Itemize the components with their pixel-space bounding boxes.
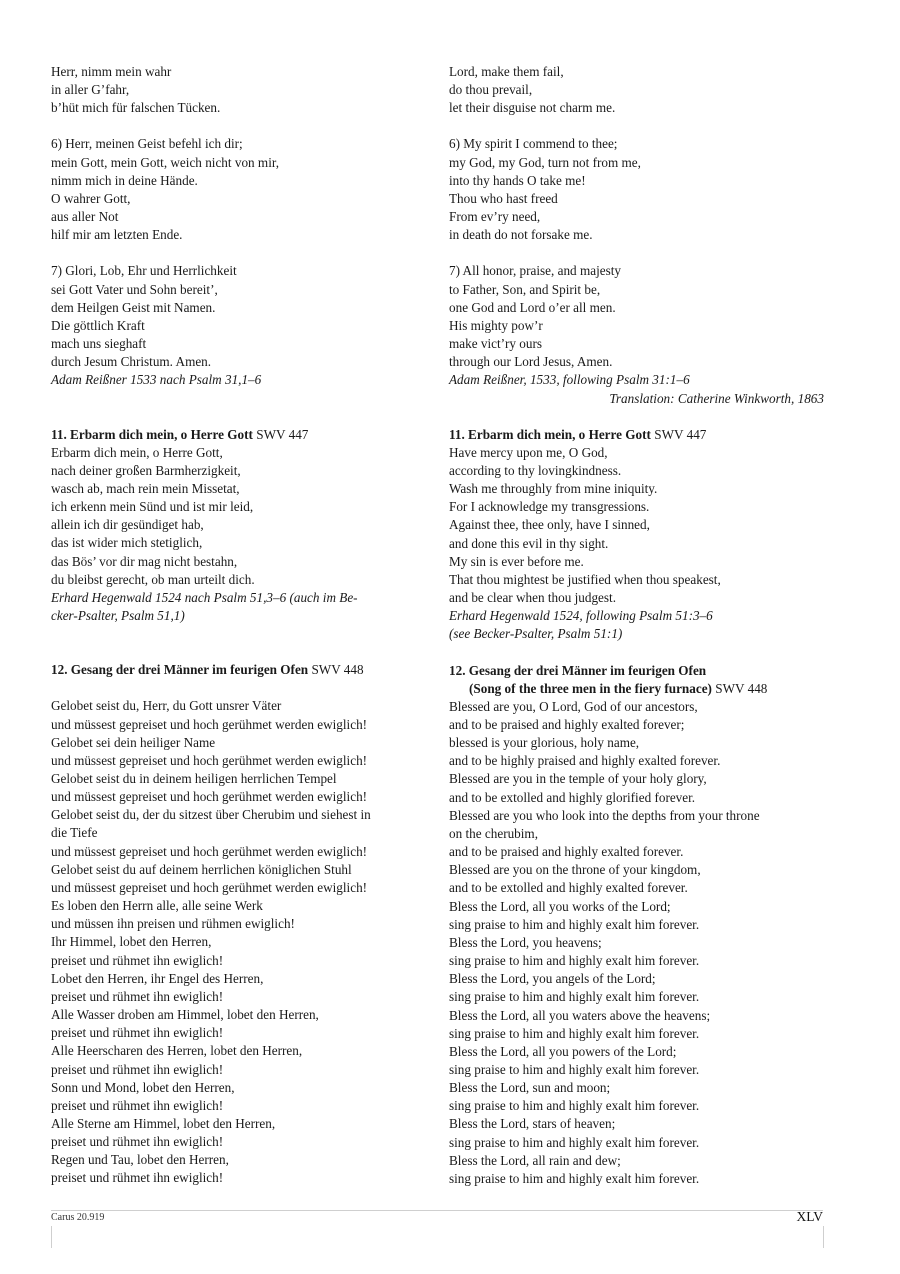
- text-line: Bless the Lord, you heavens;: [449, 934, 602, 950]
- text-line: Erhard Hegenwald 1524 nach Psalm 51,3–6 (auch im Be-: [51, 589, 358, 605]
- text-line: Blessed are you on the throne of your kingdom,: [449, 862, 701, 878]
- text-line: sing praise to him and highly exalt him forever.: [449, 1134, 700, 1150]
- text-line: b’hüt mich für falschen Tücken.: [51, 100, 221, 116]
- text-line: preiset und rühmet ihn ewiglich!: [51, 988, 224, 1004]
- text-line: Erbarm dich mein, o Herre Gott,: [51, 444, 223, 460]
- source-10-en: Adam Reißner, 1533, following Psalm 31:1–6: [449, 372, 690, 388]
- text-line: Bless the Lord, you angels of the Lord;: [449, 971, 656, 987]
- text-line: Against thee, thee only, have I sinned,: [449, 517, 650, 533]
- text-line: make vict’ry ours: [449, 336, 543, 352]
- german-column: [51, 63, 423, 1188]
- text-line: Sonn und Mond, lobet den Herren,: [51, 1079, 235, 1095]
- text-line: O wahrer Gott,: [51, 190, 131, 206]
- text-line: das ist wider mich stetiglich,: [51, 535, 203, 551]
- text-line: Alle Wasser droben am Himmel, lobet den Herren,: [51, 1007, 319, 1023]
- text-line: Bless the Lord, stars of heaven;: [449, 1116, 616, 1132]
- text-line: wasch ab, mach rein mein Missetat,: [51, 480, 240, 496]
- text-line: Erhard Hegenwald 1524, following Psalm 51:3–6: [449, 608, 713, 624]
- text-line: Bless the Lord, all you waters above the heavens;: [449, 1007, 711, 1023]
- text-line: let their disguise not charm me.: [449, 100, 616, 116]
- text-line: one God and Lord o’er all men.: [449, 299, 616, 315]
- text-line: preiset und rühmet ihn ewiglich!: [51, 1134, 224, 1150]
- text-line: Alle Heerscharen des Herren, lobet den Herren,: [51, 1043, 303, 1059]
- text-line: 6) My spirit I commend to thee;: [449, 136, 618, 152]
- text-line: sing praise to him and highly exalt him forever.: [449, 953, 700, 969]
- text-line: and to be praised and highly exalted forever;: [449, 717, 685, 732]
- text-line: From ev’ry need,: [449, 209, 541, 225]
- source-10-de: Adam Reißner 1533 nach Psalm 31,1–6: [51, 372, 262, 388]
- text-line: through our Lord Jesus, Amen.: [449, 354, 613, 370]
- text-line: die Tiefe: [51, 825, 98, 841]
- text-line: my God, my God, turn not from me,: [449, 154, 641, 170]
- text-line: dem Heilgen Geist mit Namen.: [51, 299, 216, 315]
- text-line: Gelobet seist du, der du sitzest über Cherubim und siehest in: [51, 807, 371, 823]
- source-11-de: [51, 589, 423, 625]
- text-line: sing praise to him and highly exalt him forever.: [449, 916, 700, 932]
- stanza-7-en: [449, 262, 824, 371]
- text-line: cker-Psalter, Psalm 51,1): [51, 608, 185, 624]
- text-line: und müssest gepreiset und hoch gerühmet werden ewiglich!: [51, 716, 368, 732]
- text-12-en: [449, 698, 824, 1188]
- text-line: His mighty pow’r: [449, 317, 543, 333]
- stanza-6-de: [51, 135, 423, 244]
- text-11-en: [449, 444, 824, 607]
- text-line: Bless the Lord, all you works of the Lord;: [449, 898, 671, 914]
- text-line: und müssen ihn preisen und rühmen ewiglich!: [51, 916, 295, 932]
- heading-12-en: [449, 662, 824, 680]
- text-line: sing praise to him and highly exalt him forever.: [449, 1025, 700, 1041]
- text-line: For I acknowledge my transgressions.: [449, 499, 650, 515]
- stanza-7-de: [51, 262, 423, 371]
- page-number: XLV: [796, 1209, 823, 1224]
- text-line: (see Becker-Psalter, Psalm 51:1): [449, 626, 623, 642]
- text-line: sing praise to him and highly exalt him forever.: [449, 1170, 700, 1186]
- text-line: Bless the Lord, sun and moon;: [449, 1080, 611, 1096]
- text-line: Es loben den Herrn alle, alle seine Werk: [51, 898, 263, 914]
- text-line: blessed is your glorious, holy name,: [449, 735, 640, 751]
- text-line: mach uns sieghaft: [51, 336, 147, 352]
- catalog-number: Carus 20.919: [51, 1212, 105, 1223]
- text-line: preiset und rühmet ihn ewiglich!: [51, 1061, 224, 1077]
- text-line: durch Jesum Christum. Amen.: [51, 354, 212, 370]
- english-column: [449, 63, 824, 1188]
- text-line: preiset und rühmet ihn ewiglich!: [51, 1025, 224, 1041]
- text-line: aus aller Not: [51, 209, 119, 225]
- heading-12-title: 12. Gesang der drei Männer im feurigen Ofen: [51, 662, 309, 678]
- heading-11-swv-en: SWV 447: [654, 426, 707, 442]
- text-line: und müssest gepreiset und hoch gerühmet werden ewiglich!: [51, 879, 368, 895]
- text-line: Die göttlich Kraft: [51, 317, 145, 333]
- text-line: Blessed are you in the temple of your holy glory,: [449, 771, 707, 787]
- text-line: preiset und rühmet ihn ewiglich!: [51, 1170, 224, 1186]
- text-line: 7) All honor, praise, and majesty: [449, 263, 621, 279]
- text-line: Gelobet sei dein heiliger Name: [51, 734, 216, 750]
- text-line: allein ich dir gesündiget hab,: [51, 517, 204, 533]
- text-line: That thou mightest be justified when thou speakest,: [449, 571, 721, 587]
- text-line: sing praise to him and highly exalt him forever.: [449, 1098, 700, 1114]
- text-line: ich erkenn mein Sünd und ist mir leid,: [51, 499, 254, 515]
- heading-11-swv: SWV 447: [256, 426, 309, 442]
- heading-11-en: [449, 426, 824, 444]
- text-line: according to thy lovingkindness.: [449, 462, 622, 478]
- text-line: sei Gott Vater und Sohn bereit’,: [51, 281, 218, 297]
- text-line: nimm mich in deine Hände.: [51, 172, 198, 188]
- text-line: Gelobet seist du, Herr, du Gott unsrer Väter: [51, 698, 282, 714]
- text-line: and to be extolled and highly glorified forever.: [449, 789, 696, 805]
- text-line: mein Gott, mein Gott, weich nicht von mir,: [51, 154, 280, 170]
- text-line: and to be highly praised and highly exalted forever.: [449, 753, 721, 769]
- heading-12-title-en: 12. Gesang der drei Männer im feurigen Ofen: [449, 662, 707, 678]
- text-line: Lord, make them fail,: [449, 64, 564, 79]
- text-line: sing praise to him and highly exalt him forever.: [449, 989, 700, 1005]
- translation-credit: Translation: Catherine Winkworth, 1863: [609, 390, 824, 406]
- text-line: in aller G’fahr,: [51, 82, 130, 98]
- text-line: Bless the Lord, all rain and dew;: [449, 1152, 621, 1168]
- text-line: sing praise to him and highly exalt him forever.: [449, 1061, 700, 1077]
- stanza-5-continuation-de: [51, 63, 423, 117]
- text-line: und müssest gepreiset und hoch gerühmet werden ewiglich!: [51, 843, 368, 859]
- text-line: nach deiner großen Barmherzigkeit,: [51, 462, 241, 478]
- heading-12-swv-en: SWV 448: [715, 680, 768, 696]
- text-line: and to be praised and highly exalted forever.: [449, 844, 684, 860]
- heading-11-de: [51, 426, 423, 444]
- text-line: du bleibst gerecht, ob man urteilt dich.: [51, 571, 255, 587]
- text-line: in death do not forsake me.: [449, 227, 593, 243]
- heading-12-de: [51, 661, 423, 679]
- footer-rule: [51, 1210, 823, 1211]
- source-11-en: [449, 607, 824, 643]
- text-line: do thou prevail,: [449, 82, 533, 98]
- heading-12-subtitle-en: [449, 680, 824, 698]
- text-line: Herr, nimm mein wahr: [51, 64, 172, 79]
- text-line: hilf mir am letzten Ende.: [51, 227, 183, 243]
- footer-rule-right: [823, 1226, 824, 1248]
- footer-rule-left: [51, 1226, 52, 1248]
- text-line: und müssest gepreiset und hoch gerühmet werden ewiglich!: [51, 789, 368, 805]
- text-line: to Father, Son, and Spirit be,: [449, 281, 601, 297]
- text-line: 7) Glori, Lob, Ehr und Herrlichkeit: [51, 263, 237, 279]
- text-line: Have mercy upon me, O God,: [449, 444, 608, 460]
- text-11-de: [51, 444, 423, 589]
- text-line: Ihr Himmel, lobet den Herren,: [51, 934, 212, 950]
- text-line: on the cherubim,: [449, 825, 538, 841]
- text-line: Blessed are you, O Lord, God of our ancestors,: [449, 698, 698, 714]
- text-line: Blessed are you who look into the depths from your throne: [449, 807, 760, 823]
- text-line: and done this evil in thy sight.: [449, 535, 609, 551]
- text-line: Bless the Lord, all you powers of the Lord;: [449, 1043, 677, 1059]
- text-line: and to be extolled and highly exalted forever.: [449, 880, 688, 896]
- text-12-de: [51, 697, 423, 1187]
- text-line: Gelobet seist du auf deinem herrlichen königlichen Stuhl: [51, 861, 352, 877]
- heading-12-sub: (Song of the three men in the fiery furnace): [469, 680, 712, 696]
- heading-11-title: 11. Erbarm dich mein, o Herre Gott: [51, 426, 253, 442]
- text-line: Alle Sterne am Himmel, lobet den Herren,: [51, 1115, 276, 1131]
- text-line: Wash me throughly from mine iniquity.: [449, 481, 658, 497]
- text-line: and be clear when thou judgest.: [449, 590, 616, 606]
- stanza-6-en: [449, 135, 824, 244]
- text-line: preiset und rühmet ihn ewiglich!: [51, 1097, 224, 1113]
- text-line: Regen und Tau, lobet den Herren,: [51, 1152, 229, 1168]
- text-line: und müssest gepreiset und hoch gerühmet werden ewiglich!: [51, 752, 368, 768]
- heading-12-swv: SWV 448: [311, 662, 364, 678]
- text-line: Gelobet seist du in deinem heiligen herrlichen Tempel: [51, 771, 337, 786]
- text-line: das Bös’ vor dir mag nicht bestahn,: [51, 553, 238, 569]
- text-line: into thy hands O take me!: [449, 172, 586, 188]
- stanza-5-continuation-en: [449, 63, 824, 117]
- text-line: preiset und rühmet ihn ewiglich!: [51, 952, 224, 968]
- text-line: 6) Herr, meinen Geist befehl ich dir;: [51, 136, 243, 152]
- text-line: Lobet den Herren, ihr Engel des Herren,: [51, 970, 264, 986]
- text-line: Thou who hast freed: [449, 190, 558, 206]
- heading-11-title-en: 11. Erbarm dich mein, o Herre Gott: [449, 426, 651, 442]
- text-line: My sin is ever before me.: [449, 553, 584, 569]
